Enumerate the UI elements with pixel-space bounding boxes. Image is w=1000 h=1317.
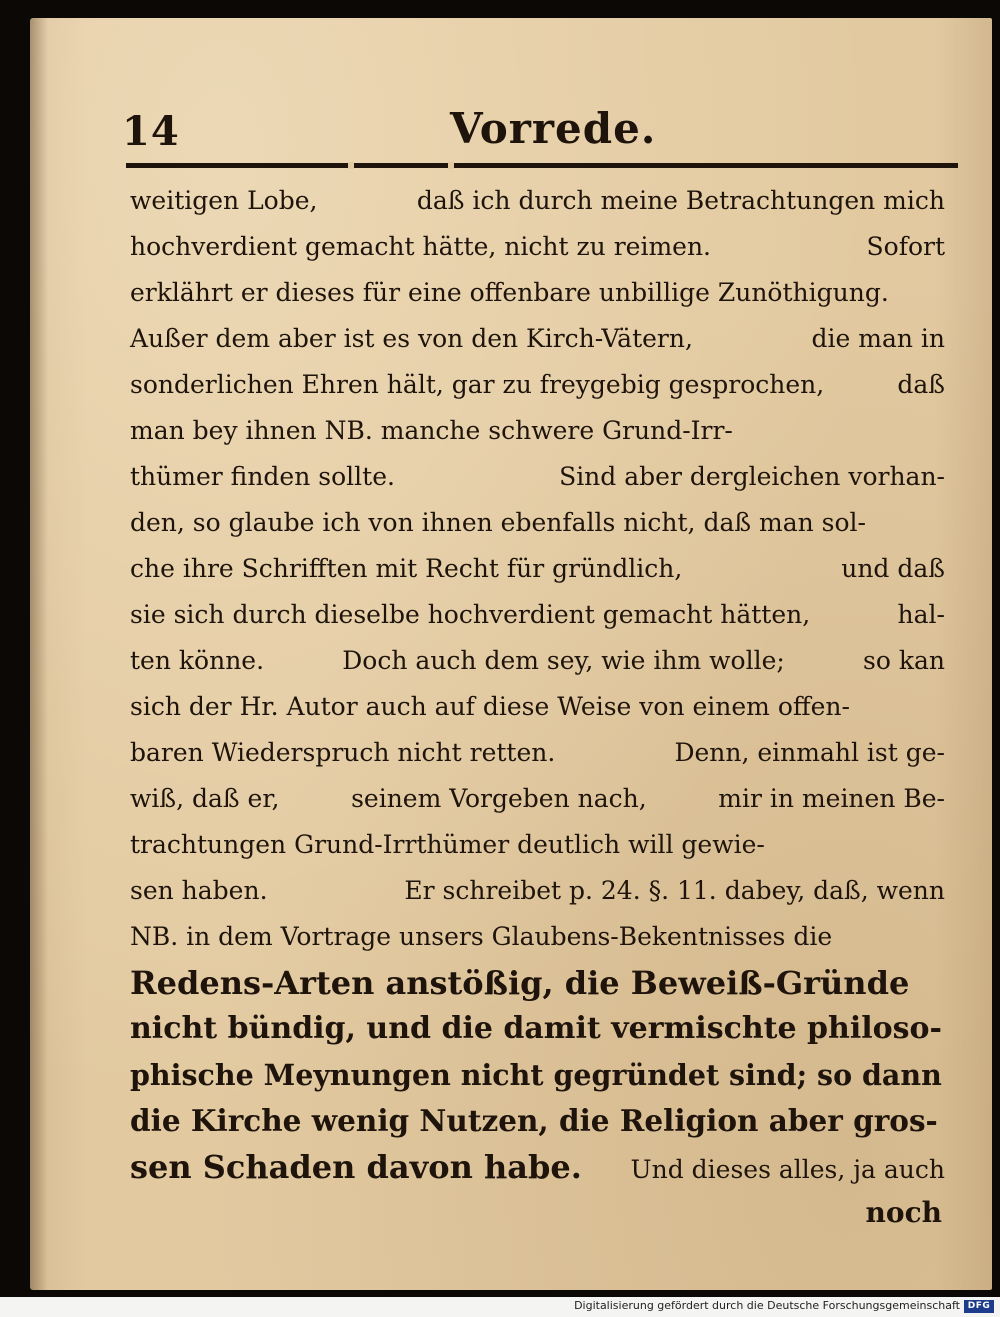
text-segment: Sofort [866, 232, 945, 261]
text-line-bold [130, 960, 945, 1006]
text-segment: die Kirche wenig Nutzen, die Religion aber gros- [130, 1103, 938, 1138]
text-segment: wiß, daß er, [130, 784, 280, 813]
text-segment: Redens-Arten anstößig, die Beweiß-Gründe [130, 964, 910, 1002]
text-segment: che ihre Schrifften mit Recht für gründlich, [130, 554, 683, 583]
text-segment: daß ich durch meine Betrachtungen mich [416, 186, 945, 215]
page-number: 14 [122, 108, 180, 155]
text-segment: sie sich durch dieselbe hochverdient gemacht hätten, [130, 600, 811, 629]
text-segment: weitigen Lobe, [130, 186, 318, 215]
text-line [130, 500, 945, 546]
text-line-bold [130, 1098, 945, 1144]
text-segment: Sind aber dergleichen vorhan- [559, 462, 945, 491]
header-rule-break [448, 162, 454, 169]
text-segment: seinem Vorgeben nach, [351, 784, 647, 813]
header-rule [126, 163, 958, 168]
text-line [130, 730, 945, 776]
text-segment: sen haben. [130, 876, 268, 905]
text-segment: Er schreibet p. 24. §. 11. dabey, daß, wenn [404, 876, 945, 905]
text-line-bold [130, 1144, 945, 1190]
gutter-shadow [30, 18, 48, 1290]
text-line-bold [130, 1052, 945, 1098]
text-segment: Außer dem aber ist es von den Kirch-Vätern, [130, 324, 693, 353]
text-segment: hochverdient gemacht hätte, nicht zu reimen. [130, 232, 712, 261]
text-line [130, 776, 945, 822]
text-segment: sen Schaden davon habe. [130, 1148, 582, 1186]
text-line [130, 224, 945, 270]
text-line [130, 270, 945, 316]
text-line [130, 362, 945, 408]
text-segment: baren Wiederspruch nicht retten. [130, 738, 556, 767]
running-head: Vorrede. [450, 104, 657, 153]
text-line [130, 914, 945, 960]
text-segment: Denn, einmahl ist ge- [674, 738, 945, 767]
footer-bar [0, 1297, 1000, 1317]
text-segment: und daß [841, 554, 945, 583]
text-segment: sich der Hr. Autor auch auf diese Weise von einem offen- [130, 692, 850, 721]
text-line [130, 178, 945, 224]
book-page [30, 18, 992, 1290]
text-line [130, 592, 945, 638]
dfg-logo: DFG [964, 1300, 994, 1313]
text-segment: den, so glaube ich von ihnen ebenfalls nicht, daß man sol- [130, 508, 866, 537]
body-text [130, 178, 945, 1190]
text-segment: daß [897, 370, 945, 399]
text-line-bold [130, 1006, 945, 1052]
text-line [130, 684, 945, 730]
text-segment: erklährt er dieses für eine offenbare unbillige Zunöthigung. [130, 278, 889, 307]
header-rule-break [348, 162, 354, 169]
text-segment: mir in meinen Be- [718, 784, 945, 813]
text-line [130, 316, 945, 362]
text-line [130, 868, 945, 914]
funding-credit: Digitalisierung gefördert durch die Deutsche Forschungsgemeinschaft [574, 1299, 960, 1312]
text-line [130, 822, 945, 868]
text-segment: so kan [863, 646, 945, 675]
text-segment: die man in [811, 324, 945, 353]
text-segment: sonderlichen Ehren hält, gar zu freygebig gesprochen, [130, 370, 825, 399]
text-segment: thümer finden sollte. [130, 462, 395, 491]
text-line [130, 454, 945, 500]
text-line [130, 546, 945, 592]
text-segment: ten könne. [130, 646, 265, 675]
text-segment: hal- [897, 600, 945, 629]
text-segment: man bey ihnen NB. manche schwere Grund-Irr- [130, 416, 733, 445]
text-segment: nicht bündig, und die damit vermischte philoso- [130, 1011, 942, 1046]
text-line [130, 408, 945, 454]
text-segment: NB. in dem Vortrage unsers Glaubens-Bekentnisses die [130, 922, 833, 951]
text-line [130, 638, 945, 684]
text-segment: Doch auch dem sey, wie ihm wolle; [342, 646, 785, 675]
text-segment: Und dieses alles, ja auch [630, 1155, 945, 1184]
text-segment: phische Meynungen nicht gegründet sind; so dann [130, 1058, 942, 1092]
catchword: noch [865, 1196, 942, 1229]
text-segment: trachtungen Grund-Irrthümer deutlich will gewie- [130, 830, 765, 859]
